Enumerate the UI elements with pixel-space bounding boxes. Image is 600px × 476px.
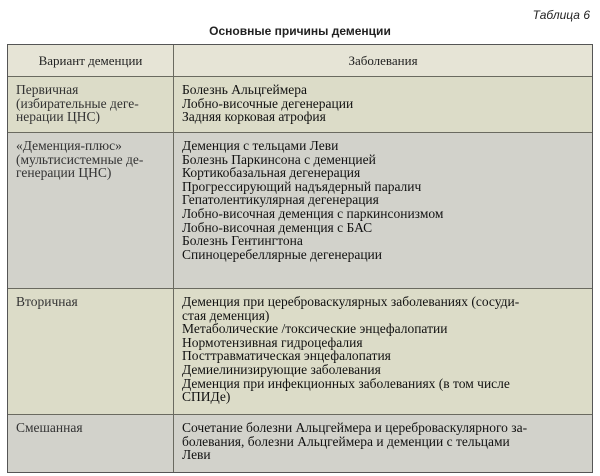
diseases-cell-primary — [174, 77, 592, 133]
column-header-variant: Вариант деменции — [8, 45, 174, 77]
disease-line: болевания, болезни Альцгеймера и деменции с тельцами — [182, 433, 510, 449]
disease-line: Гепатолентикулярная дегенерация — [182, 192, 379, 208]
variant-line: (избирательные деге- — [16, 95, 139, 111]
variant-cell-mixed — [8, 415, 174, 472]
disease-line: Деменция при цереброваскулярных заболеваниях (сосуди- — [182, 294, 520, 309]
diseases-cell-dementia-plus — [174, 133, 592, 289]
variant-cell-primary — [8, 77, 174, 133]
disease-line: Сочетание болезни Альцгеймера и цереброваскулярного за- — [182, 420, 528, 435]
table-number: Таблица 6 — [532, 8, 590, 22]
disease-line: Болезнь Паркинсона с деменцией — [182, 151, 376, 167]
disease-line: Демиелинизирующие заболевания — [182, 361, 381, 377]
disease-line: Лобно-височная деменция с БАС — [182, 219, 373, 235]
disease-line: Спиноцеребеллярные дегенерации — [182, 246, 383, 262]
table-title: Основные причины деменции — [209, 24, 391, 38]
disease-line: стая деменция) — [182, 307, 270, 323]
disease-line: Болезнь Альцгеймера — [182, 82, 308, 97]
variant-line: Вторичная — [16, 294, 78, 309]
variant-line: нерации ЦНС) — [16, 109, 101, 125]
disease-line: Лобно-височная деменция с паркинсонизмом — [182, 205, 444, 221]
disease-line: Лобно-височные дегенерации — [182, 95, 354, 111]
disease-line: СПИДе) — [182, 389, 231, 405]
disease-line: Леви — [182, 447, 211, 463]
disease-line: Посттравматическая энцефалопатия — [182, 348, 391, 364]
dementia-causes-table — [7, 44, 593, 473]
diseases-cell-secondary — [174, 289, 592, 415]
variant-line: (мультисистемные де- — [16, 151, 144, 167]
disease-line: Прогрессирующий надъядерный паралич — [182, 178, 422, 194]
diseases-cell-mixed — [174, 415, 592, 472]
column-header-diseases: Заболевания — [174, 45, 592, 77]
variant-line: «Деменция-плюс» — [16, 138, 122, 153]
variant-line: генерации ЦНС) — [16, 165, 112, 181]
disease-line: Задняя корковая атрофия — [182, 109, 326, 125]
disease-line: Нормотензивная гидроцефалия — [182, 334, 363, 350]
disease-line: Деменция при инфекционных заболеваниях (в том числе — [182, 375, 510, 391]
disease-line: Деменция с тельцами Леви — [182, 138, 339, 153]
disease-line: Метаболические /токсические энцефалопатии — [182, 321, 448, 337]
variant-line: Смешанная — [16, 420, 83, 435]
variant-cell-secondary — [8, 289, 174, 415]
disease-line: Болезнь Гентингтона — [182, 233, 303, 249]
variant-cell-dementia-plus — [8, 133, 174, 289]
disease-line: Кортикобазальная дегенерация — [182, 165, 361, 181]
variant-line: Первичная — [16, 82, 79, 97]
